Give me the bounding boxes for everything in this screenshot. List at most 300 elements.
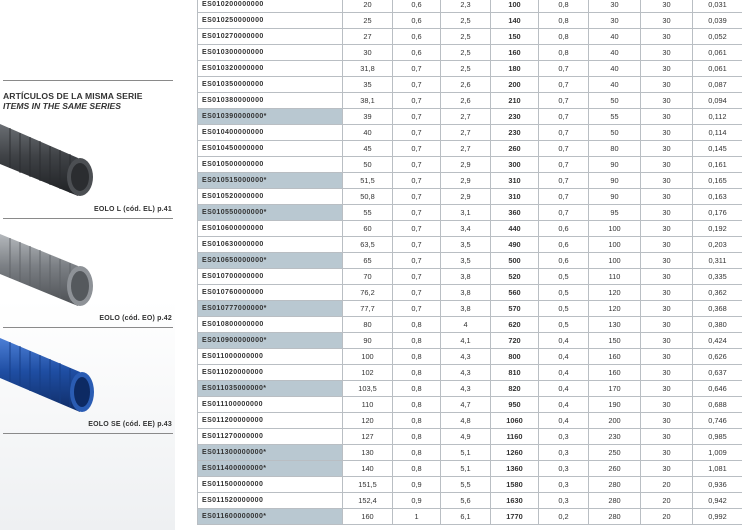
value-cell: 5,1 <box>441 461 491 477</box>
value-cell: 140 <box>491 13 539 29</box>
value-cell: 110 <box>343 397 393 413</box>
value-cell: 4,3 <box>441 381 491 397</box>
value-cell: 950 <box>491 397 539 413</box>
value-cell: 0,7 <box>393 237 441 253</box>
value-cell: 230 <box>491 125 539 141</box>
value-cell: 0,8 <box>393 461 441 477</box>
value-cell: 0,165 <box>693 173 742 189</box>
value-cell: 30 <box>641 189 693 205</box>
value-cell: 2,5 <box>441 61 491 77</box>
value-cell: 160 <box>491 45 539 61</box>
table-row <box>198 157 742 173</box>
article-code-cell: ES011520000000 <box>198 493 343 509</box>
value-cell: 0,8 <box>393 397 441 413</box>
table-row <box>198 397 742 413</box>
table-row <box>198 445 742 461</box>
value-cell: 5,5 <box>441 477 491 493</box>
value-cell: 0,7 <box>539 125 589 141</box>
value-cell: 0,4 <box>539 349 589 365</box>
value-cell: 30 <box>641 397 693 413</box>
value-cell: 0,8 <box>393 445 441 461</box>
table-row <box>198 141 742 157</box>
value-cell: 30 <box>641 317 693 333</box>
hose-image-eolo-se <box>0 334 100 424</box>
value-cell: 152,4 <box>343 493 393 509</box>
value-cell: 40 <box>589 29 641 45</box>
value-cell: 0,7 <box>393 141 441 157</box>
value-cell: 4,9 <box>441 429 491 445</box>
value-cell: 0,3 <box>539 461 589 477</box>
value-cell: 0,203 <box>693 237 742 253</box>
value-cell: 180 <box>491 61 539 77</box>
article-code-cell: ES011200000000 <box>198 413 343 429</box>
value-cell: 0,7 <box>539 61 589 77</box>
value-cell: 30 <box>641 141 693 157</box>
value-cell: 520 <box>491 269 539 285</box>
value-cell: 820 <box>491 381 539 397</box>
value-cell: 0,424 <box>693 333 742 349</box>
value-cell: 30 <box>641 221 693 237</box>
value-cell: 0,6 <box>539 253 589 269</box>
value-cell: 0,7 <box>539 173 589 189</box>
value-cell: 0,5 <box>539 317 589 333</box>
value-cell: 500 <box>491 253 539 269</box>
value-cell: 30 <box>641 77 693 93</box>
article-code-cell: ES010270000000 <box>198 29 343 45</box>
value-cell: 151,5 <box>343 477 393 493</box>
value-cell: 0,031 <box>693 0 742 13</box>
value-cell: 20 <box>343 0 393 13</box>
value-cell: 100 <box>589 253 641 269</box>
value-cell: 250 <box>589 445 641 461</box>
value-cell: 0,4 <box>539 333 589 349</box>
value-cell: 90 <box>589 157 641 173</box>
table-row <box>198 45 742 61</box>
value-cell: 20 <box>641 509 693 525</box>
value-cell: 0,637 <box>693 365 742 381</box>
value-cell: 51,5 <box>343 173 393 189</box>
value-cell: 4 <box>441 317 491 333</box>
article-code-cell: ES010800000000 <box>198 317 343 333</box>
article-code-cell: ES010900000000* <box>198 333 343 349</box>
value-cell: 0,9 <box>393 477 441 493</box>
value-cell: 160 <box>589 365 641 381</box>
value-cell: 2,7 <box>441 109 491 125</box>
value-cell: 4,8 <box>441 413 491 429</box>
value-cell: 30 <box>641 365 693 381</box>
value-cell: 0,746 <box>693 413 742 429</box>
table-row <box>198 381 742 397</box>
value-cell: 30 <box>641 461 693 477</box>
divider <box>3 327 173 328</box>
value-cell: 3,8 <box>441 301 491 317</box>
value-cell: 280 <box>589 493 641 509</box>
value-cell: 6,1 <box>441 509 491 525</box>
value-cell: 3,1 <box>441 205 491 221</box>
value-cell: 1260 <box>491 445 539 461</box>
table-row <box>198 493 742 509</box>
article-code-cell: ES010200000000 <box>198 0 343 13</box>
value-cell: 1,081 <box>693 461 742 477</box>
value-cell: 0,936 <box>693 477 742 493</box>
value-cell: 0,6 <box>393 0 441 13</box>
value-cell: 0,061 <box>693 61 742 77</box>
value-cell: 0,8 <box>539 29 589 45</box>
value-cell: 170 <box>589 381 641 397</box>
value-cell: 100 <box>589 237 641 253</box>
value-cell: 120 <box>589 301 641 317</box>
value-cell: 30 <box>641 429 693 445</box>
value-cell: 0,4 <box>539 397 589 413</box>
value-cell: 0,4 <box>539 381 589 397</box>
table-row <box>198 253 742 269</box>
value-cell: 310 <box>491 189 539 205</box>
value-cell: 30 <box>641 125 693 141</box>
value-cell: 150 <box>589 333 641 349</box>
article-code-cell: ES010320000000 <box>198 61 343 77</box>
value-cell: 40 <box>589 45 641 61</box>
value-cell: 1160 <box>491 429 539 445</box>
value-cell: 27 <box>343 29 393 45</box>
specs-table-container <box>197 0 742 530</box>
value-cell: 300 <box>491 157 539 173</box>
value-cell: 0,3 <box>539 445 589 461</box>
value-cell: 0,7 <box>393 221 441 237</box>
table-row <box>198 365 742 381</box>
value-cell: 2,6 <box>441 77 491 93</box>
value-cell: 50 <box>589 93 641 109</box>
value-cell: 0,061 <box>693 45 742 61</box>
value-cell: 800 <box>491 349 539 365</box>
value-cell: 3,5 <box>441 253 491 269</box>
value-cell: 0,3 <box>539 493 589 509</box>
value-cell: 63,5 <box>343 237 393 253</box>
value-cell: 2,6 <box>441 93 491 109</box>
value-cell: 95 <box>589 205 641 221</box>
value-cell: 3,4 <box>441 221 491 237</box>
value-cell: 30 <box>641 381 693 397</box>
value-cell: 0,161 <box>693 157 742 173</box>
article-code-cell: ES010500000000 <box>198 157 343 173</box>
value-cell: 0,8 <box>539 45 589 61</box>
value-cell: 4,1 <box>441 333 491 349</box>
value-cell: 190 <box>589 397 641 413</box>
series-title: ARTÍCULOS DE LA MISMA SERIE <box>3 91 143 101</box>
series-subtitle: ITEMS IN THE SAME SERIES <box>3 101 121 111</box>
product-eolo[interactable] <box>0 226 173 328</box>
value-cell: 0,6 <box>539 237 589 253</box>
value-cell: 200 <box>491 77 539 93</box>
value-cell: 80 <box>343 317 393 333</box>
value-cell: 90 <box>589 189 641 205</box>
value-cell: 100 <box>589 221 641 237</box>
article-code-cell: ES010700000000 <box>198 269 343 285</box>
value-cell: 0,362 <box>693 285 742 301</box>
value-cell: 20 <box>641 477 693 493</box>
product-eolo-l[interactable] <box>0 118 173 220</box>
table-row <box>198 285 742 301</box>
article-code-cell: ES010450000000 <box>198 141 343 157</box>
value-cell: 5,1 <box>441 445 491 461</box>
value-cell: 560 <box>491 285 539 301</box>
value-cell: 2,5 <box>441 29 491 45</box>
value-cell: 0,8 <box>393 365 441 381</box>
value-cell: 140 <box>343 461 393 477</box>
value-cell: 30 <box>641 109 693 125</box>
article-code-cell: ES010515000000* <box>198 173 343 189</box>
value-cell: 30 <box>343 45 393 61</box>
product-caption: EOLO L (cód. EL) p.41 <box>94 206 172 213</box>
value-cell: 30 <box>641 61 693 77</box>
value-cell: 30 <box>641 349 693 365</box>
value-cell: 0,8 <box>539 0 589 13</box>
table-row <box>198 0 742 13</box>
value-cell: 2,9 <box>441 189 491 205</box>
value-cell: 160 <box>343 509 393 525</box>
value-cell: 0,8 <box>393 333 441 349</box>
table-row <box>198 477 742 493</box>
value-cell: 30 <box>641 269 693 285</box>
product-eolo-se[interactable] <box>0 334 173 436</box>
value-cell: 30 <box>589 0 641 13</box>
value-cell: 2,7 <box>441 141 491 157</box>
value-cell: 30 <box>641 413 693 429</box>
value-cell: 0,8 <box>393 381 441 397</box>
table-row <box>198 125 742 141</box>
value-cell: 30 <box>641 173 693 189</box>
value-cell: 0,7 <box>393 285 441 301</box>
value-cell: 0,7 <box>539 189 589 205</box>
value-cell: 39 <box>343 109 393 125</box>
value-cell: 30 <box>641 13 693 29</box>
value-cell: 720 <box>491 333 539 349</box>
value-cell: 0,4 <box>539 413 589 429</box>
value-cell: 0,985 <box>693 429 742 445</box>
article-code-cell: ES011000000000 <box>198 349 343 365</box>
value-cell: 3,5 <box>441 237 491 253</box>
value-cell: 0,380 <box>693 317 742 333</box>
value-cell: 70 <box>343 269 393 285</box>
specs-table-body <box>198 0 742 525</box>
article-code-cell: ES010400000000 <box>198 125 343 141</box>
value-cell: 200 <box>589 413 641 429</box>
article-code-cell: ES011300000000* <box>198 445 343 461</box>
table-row <box>198 429 742 445</box>
value-cell: 0,3 <box>539 477 589 493</box>
value-cell: 230 <box>589 429 641 445</box>
article-code-cell: ES010350000000 <box>198 77 343 93</box>
value-cell: 0,688 <box>693 397 742 413</box>
table-row <box>198 109 742 125</box>
value-cell: 30 <box>641 0 693 13</box>
value-cell: 120 <box>589 285 641 301</box>
value-cell: 0,6 <box>393 29 441 45</box>
value-cell: 280 <box>589 509 641 525</box>
article-code-cell: ES010777000000* <box>198 301 343 317</box>
value-cell: 30 <box>641 157 693 173</box>
value-cell: 31,8 <box>343 61 393 77</box>
value-cell: 1580 <box>491 477 539 493</box>
value-cell: 0,094 <box>693 93 742 109</box>
table-row <box>198 317 742 333</box>
specs-table <box>197 0 742 525</box>
value-cell: 76,2 <box>343 285 393 301</box>
value-cell: 150 <box>491 29 539 45</box>
value-cell: 90 <box>589 173 641 189</box>
value-cell: 210 <box>491 93 539 109</box>
value-cell: 130 <box>343 445 393 461</box>
value-cell: 0,145 <box>693 141 742 157</box>
value-cell: 30 <box>641 237 693 253</box>
value-cell: 110 <box>589 269 641 285</box>
value-cell: 0,052 <box>693 29 742 45</box>
table-row <box>198 205 742 221</box>
value-cell: 280 <box>589 477 641 493</box>
value-cell: 0,192 <box>693 221 742 237</box>
table-row <box>198 29 742 45</box>
value-cell: 30 <box>641 29 693 45</box>
article-code-cell: ES010520000000 <box>198 189 343 205</box>
value-cell: 0,7 <box>539 93 589 109</box>
value-cell: 0,7 <box>539 205 589 221</box>
table-row <box>198 13 742 29</box>
value-cell: 0,3 <box>539 429 589 445</box>
value-cell: 0,8 <box>393 413 441 429</box>
table-row <box>198 61 742 77</box>
value-cell: 2,5 <box>441 45 491 61</box>
value-cell: 0,6 <box>539 221 589 237</box>
value-cell: 0,7 <box>393 173 441 189</box>
value-cell: 0,5 <box>539 301 589 317</box>
value-cell: 100 <box>491 0 539 13</box>
value-cell: 1630 <box>491 493 539 509</box>
article-code-cell: ES011100000000 <box>198 397 343 413</box>
value-cell: 3,8 <box>441 269 491 285</box>
article-code-cell: ES011020000000 <box>198 365 343 381</box>
value-cell: 1770 <box>491 509 539 525</box>
hose-image-eolo-l <box>0 118 100 210</box>
value-cell: 0,7 <box>539 157 589 173</box>
value-cell: 0,114 <box>693 125 742 141</box>
article-code-cell: ES010550000000* <box>198 205 343 221</box>
table-row <box>198 269 742 285</box>
value-cell: 0,7 <box>393 189 441 205</box>
value-cell: 35 <box>343 77 393 93</box>
value-cell: 2,3 <box>441 0 491 13</box>
table-row <box>198 413 742 429</box>
product-caption: EOLO (cód. EO) p.42 <box>99 315 172 322</box>
value-cell: 0,163 <box>693 189 742 205</box>
value-cell: 0,6 <box>393 13 441 29</box>
article-code-cell: ES010250000000 <box>198 13 343 29</box>
value-cell: 103,5 <box>343 381 393 397</box>
value-cell: 230 <box>491 109 539 125</box>
value-cell: 30 <box>641 253 693 269</box>
value-cell: 0,5 <box>539 269 589 285</box>
value-cell: 0,4 <box>539 365 589 381</box>
value-cell: 260 <box>491 141 539 157</box>
value-cell: 2,9 <box>441 173 491 189</box>
value-cell: 440 <box>491 221 539 237</box>
value-cell: 360 <box>491 205 539 221</box>
table-row <box>198 333 742 349</box>
article-code-cell: ES010630000000 <box>198 237 343 253</box>
value-cell: 0,646 <box>693 381 742 397</box>
value-cell: 0,087 <box>693 77 742 93</box>
value-cell: 40 <box>589 61 641 77</box>
value-cell: 0,7 <box>393 109 441 125</box>
value-cell: 0,8 <box>393 349 441 365</box>
article-code-cell: ES011600000000* <box>198 509 343 525</box>
value-cell: 30 <box>641 205 693 221</box>
value-cell: 0,8 <box>393 317 441 333</box>
value-cell: 60 <box>343 221 393 237</box>
article-code-cell: ES010600000000 <box>198 221 343 237</box>
value-cell: 30 <box>641 333 693 349</box>
value-cell: 0,7 <box>539 77 589 93</box>
value-cell: 2,5 <box>441 13 491 29</box>
value-cell: 120 <box>343 413 393 429</box>
value-cell: 0,112 <box>693 109 742 125</box>
value-cell: 90 <box>343 333 393 349</box>
table-row <box>198 509 742 525</box>
value-cell: 1060 <box>491 413 539 429</box>
table-row <box>198 461 742 477</box>
value-cell: 50 <box>589 125 641 141</box>
value-cell: 810 <box>491 365 539 381</box>
value-cell: 0,9 <box>393 493 441 509</box>
value-cell: 0,7 <box>539 109 589 125</box>
article-code-cell: ES011270000000 <box>198 429 343 445</box>
article-code-cell: ES010650000000* <box>198 253 343 269</box>
value-cell: 30 <box>641 301 693 317</box>
series-header <box>3 80 173 112</box>
value-cell: 25 <box>343 13 393 29</box>
table-row <box>198 93 742 109</box>
value-cell: 1360 <box>491 461 539 477</box>
table-row <box>198 221 742 237</box>
value-cell: 0,7 <box>393 93 441 109</box>
value-cell: 20 <box>641 493 693 509</box>
value-cell: 38,1 <box>343 93 393 109</box>
value-cell: 0,7 <box>393 157 441 173</box>
product-caption: EOLO SE (cód. EE) p.43 <box>88 421 172 428</box>
value-cell: 30 <box>641 445 693 461</box>
value-cell: 0,942 <box>693 493 742 509</box>
value-cell: 5,6 <box>441 493 491 509</box>
value-cell: 77,7 <box>343 301 393 317</box>
table-row <box>198 301 742 317</box>
value-cell: 40 <box>343 125 393 141</box>
value-cell: 4,3 <box>441 349 491 365</box>
value-cell: 100 <box>343 349 393 365</box>
value-cell: 0,8 <box>539 13 589 29</box>
value-cell: 490 <box>491 237 539 253</box>
value-cell: 160 <box>589 349 641 365</box>
hose-image-eolo <box>0 226 100 318</box>
value-cell: 0,176 <box>693 205 742 221</box>
value-cell: 0,626 <box>693 349 742 365</box>
value-cell: 55 <box>343 205 393 221</box>
table-row <box>198 237 742 253</box>
value-cell: 570 <box>491 301 539 317</box>
divider <box>3 218 173 219</box>
value-cell: 30 <box>589 13 641 29</box>
value-cell: 0,7 <box>393 253 441 269</box>
value-cell: 0,5 <box>539 285 589 301</box>
value-cell: 55 <box>589 109 641 125</box>
value-cell: 0,368 <box>693 301 742 317</box>
